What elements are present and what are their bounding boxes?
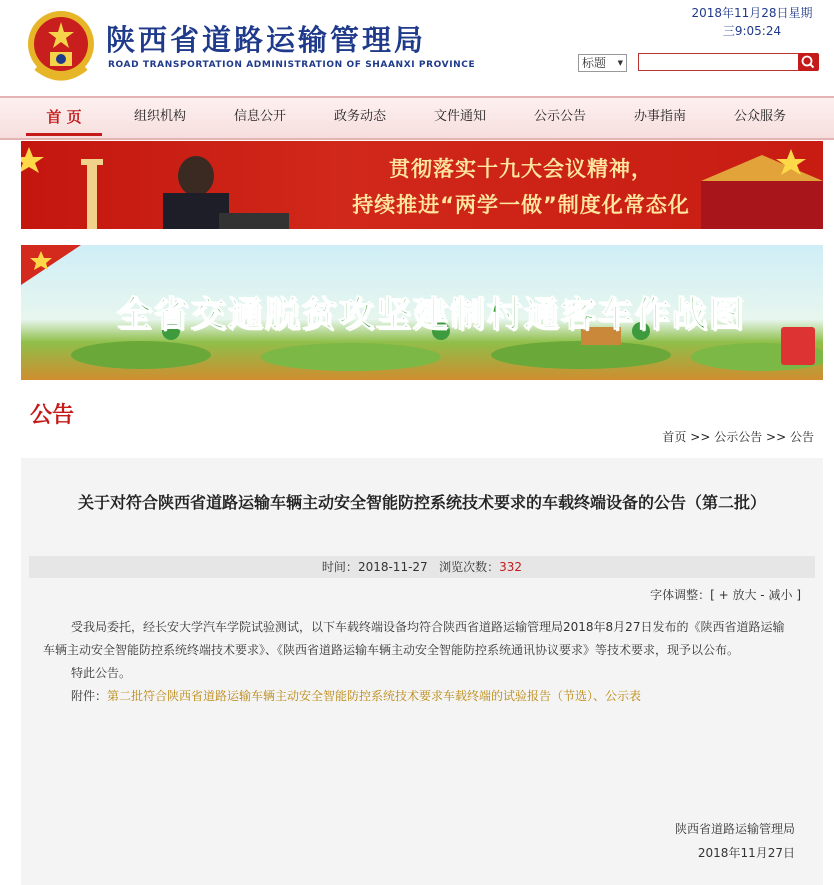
bracket-open: [ bbox=[710, 588, 715, 602]
attachment-link[interactable]: 第二批符合陕西省道路运输车辆主动安全智能防控系统技术要求车载终端的试验报告（节选）、公示表 bbox=[107, 689, 642, 703]
banner-party-slogan[interactable] bbox=[21, 141, 823, 229]
bracket-close: ] bbox=[796, 588, 801, 602]
search-type-value: 标题 bbox=[582, 56, 607, 70]
attachment-row bbox=[43, 685, 795, 708]
emblem-logo[interactable] bbox=[26, 6, 96, 84]
current-datetime bbox=[690, 4, 814, 40]
breadcrumb-current: 公告 bbox=[789, 430, 814, 444]
body-paragraph: 受我局委托，经长安大学汽车学院试验测试，以下车载终端设备均符合陕西省道路运输管理局2018年8月27日发布的《陕西省道路运输车辆主动安全智能防控系统终端技术要求》、《陕西省道路运输车辆主动安全智能防控系统通讯协议要求》等技术要求，现予以公布。 bbox=[43, 620, 785, 657]
nav-item-service-guide[interactable]: 办事指南 bbox=[633, 109, 686, 124]
main-nav bbox=[0, 96, 834, 140]
banner-line-2: 持续推进“两学一做”制度化常态化 bbox=[352, 193, 690, 217]
breadcrumb-separator: >> bbox=[690, 430, 711, 444]
nav-item-home[interactable]: 首 页 bbox=[14, 98, 114, 138]
breadcrumb-separator: >> bbox=[766, 430, 787, 444]
site-title: 陕西省道路运输管理局 bbox=[106, 23, 427, 57]
article-body bbox=[43, 616, 795, 708]
time-label: 时间： bbox=[321, 560, 358, 574]
breadcrumb-home[interactable]: 首页 bbox=[662, 430, 687, 444]
attachment-label: 附件： bbox=[71, 689, 108, 703]
date-line: 2018年11月28日星期 bbox=[691, 6, 813, 20]
nav-item-info-disclosure[interactable]: 信息公开 bbox=[233, 109, 286, 124]
breadcrumb bbox=[662, 428, 814, 445]
signature-date: 2018年11月27日 bbox=[697, 846, 795, 860]
banner-line-1: 贯彻落实十九大会议精神， bbox=[389, 157, 653, 181]
view-count: 332 bbox=[499, 560, 523, 574]
article-meta bbox=[29, 556, 815, 578]
publish-time: 2018-11-27 bbox=[357, 560, 428, 574]
signature-org: 陕西省道路运输管理局 bbox=[674, 822, 795, 836]
font-separator: - bbox=[760, 588, 765, 602]
time-line: 三9:05:24 bbox=[722, 24, 782, 38]
dropdown-arrow-icon: ▼ bbox=[617, 59, 623, 67]
article-panel bbox=[21, 458, 823, 885]
search-button[interactable] bbox=[798, 53, 819, 71]
body-paragraph-closing: 特此公告。 bbox=[71, 666, 132, 680]
search-type-select[interactable] bbox=[578, 54, 627, 72]
site-subtitle: ROAD TRANSPORTATION ADMINISTRATION OF SHAANXI PROVINCE bbox=[108, 60, 476, 70]
nav-item-notices[interactable]: 文件通知 bbox=[433, 109, 486, 124]
views-label: 浏览次数： bbox=[439, 560, 500, 574]
search-input[interactable] bbox=[638, 53, 800, 71]
font-size-adjuster bbox=[650, 586, 801, 603]
banner-poverty-map[interactable] bbox=[21, 245, 823, 380]
site-header bbox=[0, 0, 834, 96]
search-icon bbox=[798, 53, 819, 71]
font-shrink-link[interactable]: 减小 bbox=[768, 588, 793, 602]
breadcrumb-announcements[interactable]: 公示公告 bbox=[714, 430, 763, 444]
font-enlarge-link[interactable]: + 放大 bbox=[718, 588, 757, 602]
nav-item-public-service[interactable]: 公众服务 bbox=[733, 109, 786, 124]
nav-item-announcements[interactable]: 公示公告 bbox=[533, 109, 586, 124]
nav-item-organization[interactable]: 组织机构 bbox=[133, 109, 186, 124]
font-adjust-label: 字体调整： bbox=[650, 588, 711, 602]
banner-title: 全省交通脱贫攻坚建制村通客车作战图 bbox=[116, 295, 746, 335]
section-title: 公告 bbox=[30, 402, 75, 428]
article-title: 关于对符合陕西省道路运输车辆主动安全智能防控系统技术要求的车载终端设备的公告（第二批） bbox=[77, 493, 766, 512]
nav-item-gov-news[interactable]: 政务动态 bbox=[333, 109, 386, 124]
